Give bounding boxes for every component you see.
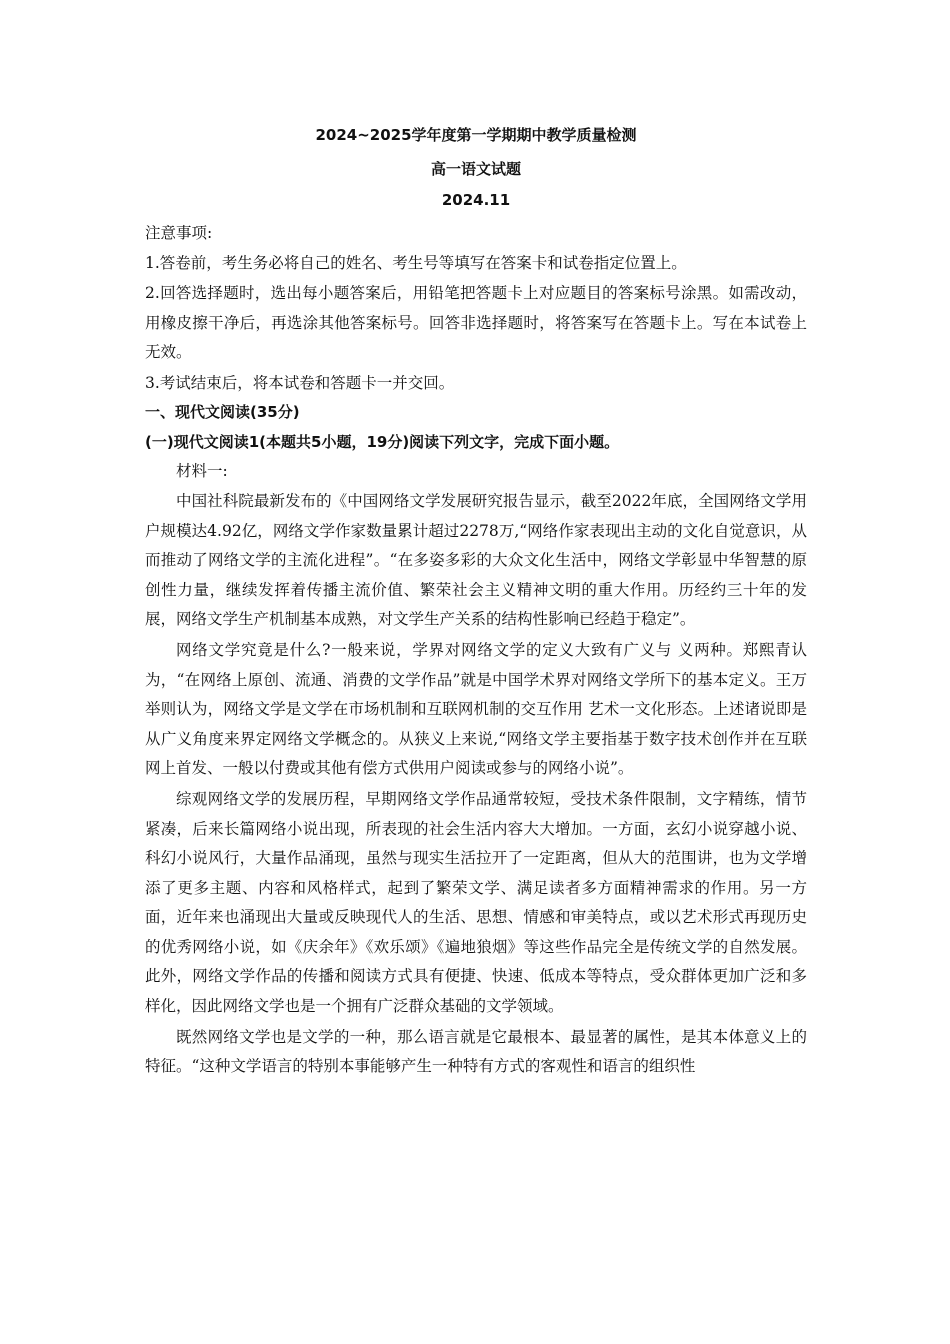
document-content xyxy=(145,124,807,1082)
note-item-3: 3.考试结束后，将本试卷和答题卡一并交回。 xyxy=(145,373,455,392)
exam-subtitle: 高一语文试题 xyxy=(430,160,521,178)
paragraph-1: 中国社科院最新发布的《中国网络文学发展研究报告显示，截至2022年底，全国网络文学用户规模达4.92亿，网络文学作家数量累计超过2278万,“网络作家表现出主动的文化自觉意识，从而推动了网络文学的主流化进程”。“在多姿多彩的大众文化生活中，网络文学彰显中华智慧的原创性力量，继续发挥着传播主流价值、繁荣社会主义精神文明的重大作用。历经约三十年的发展，网络文学生产机制基本成熟，对文学生产关系的结构性影响已经趋于稳定”。 xyxy=(145,491,807,629)
section-heading: 一、现代文阅读(35分) xyxy=(145,403,300,422)
exam-date: 2024.11 xyxy=(441,191,511,209)
note-item-1: 1.答卷前，考生务必将自己的姓名、考生号等填写在答案卡和试卷指定位置上。 xyxy=(145,253,687,272)
notes-heading: 注意事项: xyxy=(145,224,213,242)
material-label: 材料一: xyxy=(176,462,228,481)
paragraph-3: 综观网络文学的发展历程，早期网络文学作品通常较短，受技术条件限制，文字精练，情节紧凑，后来长篇网络小说出现，所表现的社会生活内容大大增加。一方面，玄幻小说穿越小说、科幻小说风行，大量作品涌现，虽然与现实生活拉开了一定距离，但从大的范围讲，也为文学增添了更多主题、内容和风格样式，起到了繁荣文学、满足读者多方面精神需求的作用。另一方面，近年来也涌现出大量或反映现代人的生活、思想、情感和审美特点，或以艺术形式再现历史的优秀网络小说，如《庆余年》《欢乐颂》《遍地狼烟》等这些作品完全是传统文学的自然发展。此外，网络文学作品的传播和阅读方式具有便捷、快速、低成本等特点，受众群体更加广泛和多样化，因此网络文学也是一个拥有广泛群众基础的文学领域。 xyxy=(145,789,807,1016)
section-subheading: (一)现代文阅读1(本题共5小题，19分)阅读下列文字，完成下面小题。 xyxy=(145,432,620,451)
paragraph-4: 既然网络文学也是文学的一种，那么语言就是它最根本、最显著的属性，是其本体意义上的特征。“这种文学语言的特别本事能够产生一种特有方式的客观性和语言的组织性 xyxy=(145,1027,807,1076)
note-item-2: 2.回答选择题时，选出每小题答案后，用铅笔把答题卡上对应题目的答案标号涂黑。如需改动，用橡皮擦干净后，再选涂其他答案标号。回答非选择题时，将答案写在答题卡上。写在本试卷上无效。 xyxy=(145,284,807,362)
paragraph-2: 网络文学究竟是什么?一般来说，学界对网络文学的定义大致有广义与 义两种。郑熙青认为，“在网络上原创、流通、消费的文学作品”就是中国学术界对网络文学所下的基本定义。王万举则认为，网络文学是文学在市场机制和互联网机制的交互作用 艺术一文化形态。上述诸说即是从广义角度来界定网络文学概念的。从狭义上来说,“网络文学主要指基于数字技术创作并在互联网上首发、一般以付费或其他有偿方式供用户阅读或参与的网络小说”。 xyxy=(145,640,807,778)
exam-title: 2024~2025学年度第一学期期中教学质量检测 xyxy=(315,126,637,144)
